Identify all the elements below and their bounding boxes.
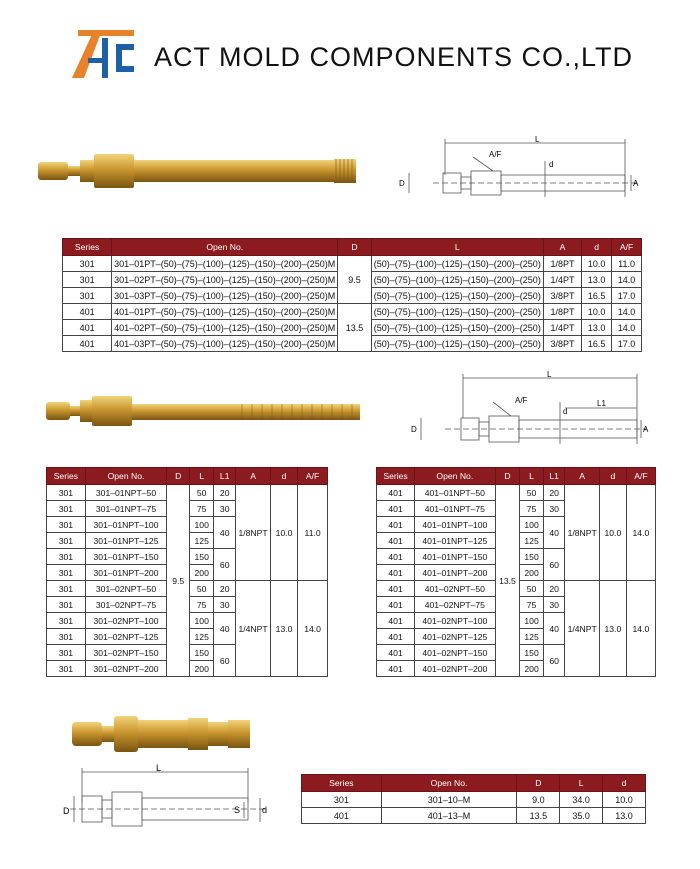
column-header: L [560,775,603,792]
technical-drawing-3 [60,762,275,834]
d-cell: 9.5 [338,256,371,304]
open-no-cell: 301–01PT–(50)–(75)–(100)–(125)–(150)–(200)–(250)M [112,256,338,272]
l1-cell: 60 [214,645,236,677]
l-cell: 100 [190,517,214,533]
series-cell: 401 [377,597,415,613]
series-cell: 401 [63,304,112,320]
l-cell: 150 [190,645,214,661]
l1-cell: 30 [214,501,236,517]
drawing2-label-af: A/F [515,396,528,405]
small-d-cell: 13.0 [599,581,626,677]
open-no-cell: 301–02NPT–50 [85,581,166,597]
af-cell: 14.0 [626,581,655,677]
l-cell: 200 [520,661,544,677]
drawing3-label-d-small: d [262,805,268,815]
open-no-cell: 401–01NPT–100 [415,517,496,533]
column-header: L1 [543,468,564,485]
l1-cell: 20 [543,485,564,501]
a-cell: 1/4NPT [236,581,271,677]
technical-drawing-1 [393,135,643,205]
open-no-cell: 301–01NPT–150 [85,549,166,565]
series-cell: 301 [47,613,86,629]
column-header: d [603,775,646,792]
a-cell: 1/4NPT [565,581,600,677]
small-d-cell: 10.0 [599,485,626,581]
drawing1-label-d: D [399,179,405,188]
column-header: D [517,775,560,792]
small-d-cell: 13.0 [603,808,646,824]
open-no-cell: 301–02NPT–75 [85,597,166,613]
open-no-cell: 401–02NPT–75 [415,597,496,613]
d-cell: 9.5 [167,485,190,677]
series-cell: 301 [47,581,86,597]
a-cell: 1/4PT [543,272,581,288]
series-cell: 401 [377,581,415,597]
series-cell: 401 [377,645,415,661]
open-no-cell: 301–02NPT–100 [85,613,166,629]
table-row [63,304,642,320]
small-d-cell: 13.0 [582,320,612,336]
open-no-cell: 401–01PT–(50)–(75)–(100)–(125)–(150)–(200)–(250)M [112,304,338,320]
small-d-cell: 16.5 [582,288,612,304]
table-row [377,485,656,501]
l-cell: 75 [190,501,214,517]
l-cell: 34.0 [560,792,603,808]
l-cell: 50 [190,581,214,597]
l-cell: (50)–(75)–(100)–(125)–(150)–(200)–(250) [371,288,543,304]
a-cell: 3/8PT [543,336,581,352]
drawing2-label-l1: L1 [597,399,606,408]
series-cell: 301 [47,565,86,581]
column-header: Series [302,775,382,792]
l1-cell: 40 [214,613,236,645]
series-cell: 401 [63,320,112,336]
series-cell: 301 [47,533,86,549]
column-header: L [520,468,544,485]
drawing1-label-d-small: d [549,160,554,169]
drawing2-label-d-small: d [563,407,568,416]
column-header: L [371,239,543,256]
series-cell: 301 [302,792,382,808]
small-d-cell: 16.5 [582,336,612,352]
series-cell: 301 [63,288,112,304]
af-cell: 14.0 [626,485,655,581]
af-cell: 14.0 [298,581,328,677]
a-cell: 1/4PT [543,320,581,336]
l1-cell: 40 [214,517,236,549]
l-cell: 150 [520,549,544,565]
l-cell: (50)–(75)–(100)–(125)–(150)–(200)–(250) [371,320,543,336]
product-photo-hose-coupling [70,708,255,760]
l1-cell: 40 [543,613,564,645]
table-row [302,792,646,808]
drawing2-label-a: A [643,425,649,434]
column-header: d [270,468,297,485]
column-header: Open No. [112,239,338,256]
l-cell: 35.0 [560,808,603,824]
table-header-row [63,239,642,256]
column-header: Series [377,468,415,485]
af-cell: 11.0 [612,256,642,272]
open-no-cell: 301–02NPT–125 [85,629,166,645]
series-cell: 401 [377,565,415,581]
column-header: A/F [612,239,642,256]
drawing1-label-af: A/F [489,150,502,159]
company-name: ACT MOLD COMPONENTS CO.,LTD [154,42,634,72]
column-header: D [338,239,371,256]
af-cell: 14.0 [612,272,642,288]
l-cell: 100 [520,517,544,533]
series-cell: 301 [47,501,86,517]
product-photo-coupling-pt [30,148,360,198]
series-cell: 401 [377,613,415,629]
a-cell: 1/8NPT [236,485,271,581]
open-no-cell: 301–03PT–(50)–(75)–(100)–(125)–(150)–(200)–(250)M [112,288,338,304]
drawing3-label-d: D [63,806,70,816]
af-cell: 17.0 [612,336,642,352]
l1-cell: 30 [214,597,236,613]
open-no-cell: 301–02PT–(50)–(75)–(100)–(125)–(150)–(200)–(250)M [112,272,338,288]
column-header: L [190,468,214,485]
l1-cell: 60 [543,549,564,581]
l-cell: (50)–(75)–(100)–(125)–(150)–(200)–(250) [371,304,543,320]
open-no-cell: 401–01NPT–125 [415,533,496,549]
open-no-cell: 301–10–M [381,792,517,808]
af-cell: 11.0 [298,485,328,581]
l-cell: 150 [190,549,214,565]
l-cell: 50 [520,485,544,501]
l-cell: 125 [190,533,214,549]
spec-table-hose [301,774,646,824]
column-header: D [167,468,190,485]
open-no-cell: 401–02PT–(50)–(75)–(100)–(125)–(150)–(200)–(250)M [112,320,338,336]
series-cell: 301 [47,549,86,565]
l-cell: 50 [190,485,214,501]
column-header: A/F [626,468,655,485]
a-cell: 1/8PT [543,304,581,320]
table-row [63,256,642,272]
open-no-cell: 401–02NPT–150 [415,645,496,661]
open-no-cell: 401–02NPT–50 [415,581,496,597]
open-no-cell: 401–13–M [381,808,517,824]
open-no-cell: 401–01NPT–75 [415,501,496,517]
drawing2-label-d: D [411,425,417,434]
column-header: A/F [298,468,328,485]
drawing3-label-l: L [156,763,162,773]
small-d-cell: 13.0 [582,272,612,288]
d-cell: 13.5 [495,485,520,677]
table-header-row [377,468,656,485]
l-cell: 200 [520,565,544,581]
column-header: D [495,468,520,485]
series-cell: 401 [377,533,415,549]
open-no-cell: 401–02NPT–200 [415,661,496,677]
series-cell: 401 [377,517,415,533]
column-header: Series [47,468,86,485]
a-cell: 1/8PT [543,256,581,272]
open-no-cell: 401–02NPT–125 [415,629,496,645]
series-cell: 301 [47,661,86,677]
l-cell: 50 [520,581,544,597]
d-cell: 13.5 [338,304,371,352]
series-cell: 401 [302,808,382,824]
open-no-cell: 301–01NPT–125 [85,533,166,549]
table-row [47,485,328,501]
l-cell: (50)–(75)–(100)–(125)–(150)–(200)–(250) [371,272,543,288]
series-cell: 401 [377,485,415,501]
spec-table-301-npt [46,467,328,677]
l-cell: 200 [190,661,214,677]
column-header: A [565,468,600,485]
small-d-cell: 10.0 [582,304,612,320]
open-no-cell: 301–02NPT–150 [85,645,166,661]
af-cell: 14.0 [612,304,642,320]
spec-table-401-npt [376,467,656,677]
l-cell: 200 [190,565,214,581]
series-cell: 301 [63,272,112,288]
series-cell: 401 [377,501,415,517]
l1-cell: 60 [543,645,564,677]
open-no-cell: 401–02NPT–100 [415,613,496,629]
series-cell: 301 [47,517,86,533]
series-cell: 401 [63,336,112,352]
small-d-cell: 10.0 [270,485,297,581]
l1-cell: 40 [543,517,564,549]
series-cell: 301 [63,256,112,272]
series-cell: 301 [47,629,86,645]
column-header: L1 [214,468,236,485]
l-cell: (50)–(75)–(100)–(125)–(150)–(200)–(250) [371,336,543,352]
l-cell: 125 [520,629,544,645]
series-cell: 401 [377,661,415,677]
open-no-cell: 301–02NPT–200 [85,661,166,677]
l1-cell: 20 [214,485,236,501]
d-cell: 13.5 [517,808,560,824]
small-d-cell: 13.0 [270,581,297,677]
open-no-cell: 401–01NPT–200 [415,565,496,581]
column-header: d [582,239,612,256]
column-header: A [236,468,271,485]
l-cell: 150 [520,645,544,661]
series-cell: 301 [47,645,86,661]
table-header-row [47,468,328,485]
l1-cell: 20 [543,581,564,597]
open-no-cell: 301–01NPT–100 [85,517,166,533]
series-cell: 301 [47,485,86,501]
column-header: A [543,239,581,256]
l-cell: 75 [520,597,544,613]
column-header: Open No. [415,468,496,485]
l1-cell: 60 [214,549,236,581]
open-no-cell: 401–03PT–(50)–(75)–(100)–(125)–(150)–(200)–(250)M [112,336,338,352]
l-cell: 100 [190,613,214,629]
series-cell: 301 [47,597,86,613]
af-cell: 17.0 [612,288,642,304]
series-cell: 401 [377,549,415,565]
open-no-cell: 301–01NPT–200 [85,565,166,581]
l1-cell: 30 [543,597,564,613]
l-cell: 125 [190,629,214,645]
a-cell: 3/8PT [543,288,581,304]
product-photo-coupling-npt [42,392,367,432]
af-cell: 14.0 [612,320,642,336]
drawing2-label-l: L [547,370,552,379]
l-cell: 100 [520,613,544,629]
d-cell: 9.0 [517,792,560,808]
column-header: Open No. [381,775,517,792]
table-row [302,808,646,824]
column-header: d [599,468,626,485]
l-cell: 75 [190,597,214,613]
drawing1-label-l: L [535,135,540,144]
open-no-cell: 301–01NPT–50 [85,485,166,501]
column-header: Series [63,239,112,256]
drawing1-label-a: A [633,179,639,188]
l1-cell: 30 [543,501,564,517]
drawing3-label-s: S [234,805,241,815]
open-no-cell: 301–01NPT–75 [85,501,166,517]
open-no-cell: 401–01NPT–150 [415,549,496,565]
l-cell: 75 [520,501,544,517]
a-cell: 1/8NPT [565,485,600,581]
small-d-cell: 10.0 [603,792,646,808]
technical-drawing-2 [405,368,650,452]
l1-cell: 20 [214,581,236,597]
spec-table-pt [62,238,642,352]
l-cell: 125 [520,533,544,549]
l-cell: (50)–(75)–(100)–(125)–(150)–(200)–(250) [371,256,543,272]
company-logo [72,28,136,80]
table-header-row [302,775,646,792]
small-d-cell: 10.0 [582,256,612,272]
series-cell: 401 [377,629,415,645]
open-no-cell: 401–01NPT–50 [415,485,496,501]
page-header [72,28,652,88]
column-header: Open No. [85,468,166,485]
